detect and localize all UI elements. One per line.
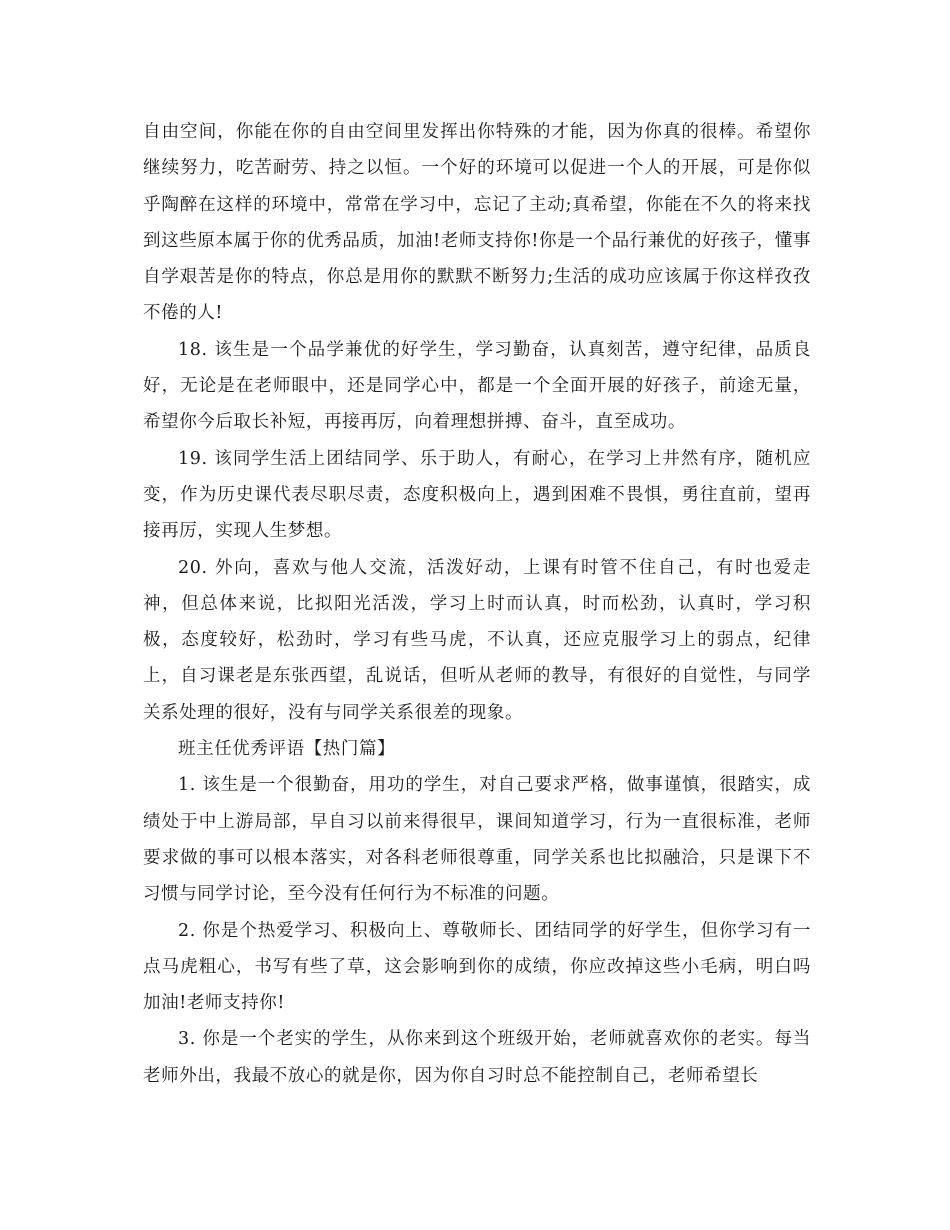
paragraph-comment-2: 2. 你是个热爱学习、积极向上、尊敬师长、团结同学的好学生，但你学习有一点马虎粗心，书写有些了草，这会影响到你的成绩，你应改掉这些小毛病，明白吗加油!老师支持你! <box>143 920 811 1014</box>
paragraph-comment-20: 20. 外向，喜欢与他人交流，活泼好动，上课有时管不住自己，有时也爱走神，但总体来说，比拟阳光活泼，学习上时而认真，时而松劲，认真时，学习积极，态度较好，松劲时，学习有些马虎，不认真，还应克服学习上的弱点，纪律上，自习课老是东张西望，乱说话，但听从老师的教导，有很好的自觉性，与同学关系处理的很好，没有与同学关系很差的现象。 <box>143 557 811 723</box>
paragraph-comment-19: 19. 该同学生活上团结同学、乐于助人，有耐心，在学习上井然有序，随机应变，作为历史课代表尽职尽责，态度积极向上，遇到困难不畏惧，勇往直前，望再接再厉，实现人生梦想。 <box>143 448 811 542</box>
paragraph-comment-3: 3. 你是一个老实的学生，从你来到这个班级开始，老师就喜欢你的老实。每当老师外出，我最不放心的就是你，因为你自习时总不能控制自己，老师希望长 <box>143 1029 811 1086</box>
paragraph-comment-18: 18. 该生是一个品学兼优的好学生，学习勤奋，认真刻苦，遵守纪律，品质良好，无论是在老师眼中，还是同学心中，都是一个全面开展的好孩子，前途无量，希望你今后取长补短，再接再厉，向着理想拼搏、奋斗，直至成功。 <box>143 339 811 433</box>
section-heading: 班主任优秀评语【热门篇】 <box>178 739 396 760</box>
document-body <box>143 114 811 1094</box>
paragraph-comment-17-continued: 自由空间，你能在你的自由空间里发挥出你特殊的才能，因为你真的很棒。希望你继续努力，吃苦耐劳、持之以恒。一个好的环境可以促进一个人的开展，可是你似乎陶醉在这样的环境中，常常在学习中，忘记了主动;真希望，你能在不久的将来找到这些原本属于你的优秀品质，加油!老师支持你!你是一个品行兼优的好孩子，懂事自学艰苦是你的特点，你总是用你的默默不断努力;生活的成功应该属于你这样孜孜不倦的人! <box>143 122 811 324</box>
paragraph-comment-1: 1. 该生是一个很勤奋，用功的学生，对自己要求严格，做事谨慎，很踏实，成绩处于中上游局部，早自习以前来得很早，课间知道学习，行为一直很标准，老师要求做的事可以根本落实，对各科老师很尊重，同学关系也比拟融洽，只是课下不习惯与同学讨论，至今没有任何行为不标准的问题。 <box>143 775 811 905</box>
